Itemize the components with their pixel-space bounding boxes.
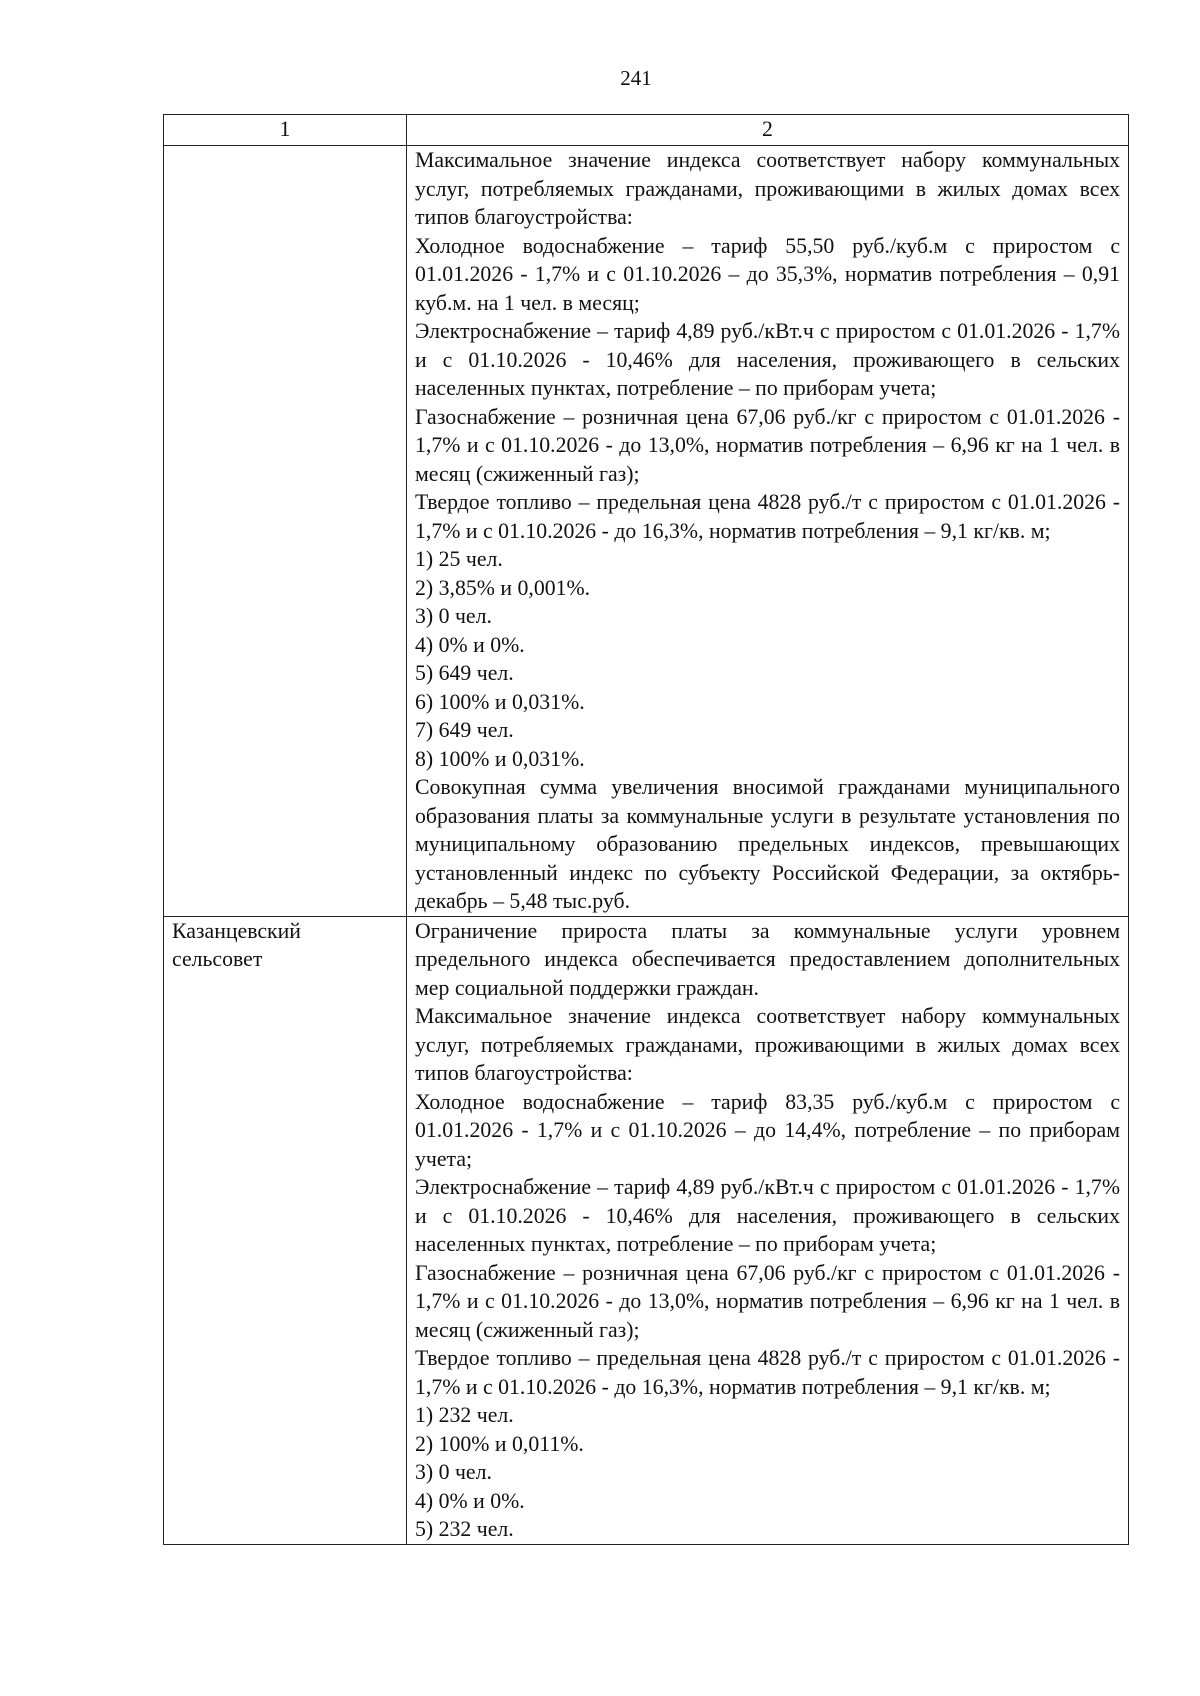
paragraph: Электроснабжение – тариф 4,89 руб./кВт.ч с приростом с 01.01.2026 - 1,7% и с 01.10.2026 - 10,46% для населения, проживающего в сельских населенных пунктах, потребление – по приборам учета; <box>415 319 1120 400</box>
list-item: 4) 0% и 0%. <box>415 632 525 657</box>
list-item: 2) 100% и 0,011%. <box>415 1431 584 1456</box>
list-item: 3) 0 чел. <box>415 1460 492 1484</box>
municipality-name-line: сельсовет <box>172 947 263 971</box>
row-label-cell <box>164 916 407 1544</box>
list-item: 7) 649 чел. <box>415 718 514 742</box>
paragraph: Холодное водоснабжение – тариф 55,50 руб./куб.м с приростом с 01.01.2026 - 1,7% и с 01.10.2026 – до 35,3%, норматив потребления – 0,91 куб.м. на 1 чел. в месяц; <box>415 233 1120 315</box>
list-item: 1) 232 чел. <box>415 1403 514 1427</box>
list-item: 5) 232 чел. <box>415 1517 514 1541</box>
data-table <box>163 114 1129 1545</box>
table-header-row <box>164 115 1129 146</box>
paragraph: Твердое топливо – предельная цена 4828 руб./т с приростом с 01.01.2026 - 1,7% и с 01.10.2026 - до 16,3%, норматив потребления – 9,1 кг/кв. м; <box>415 490 1120 543</box>
column-header-2: 2 <box>407 115 1129 146</box>
paragraph: Холодное водоснабжение – тариф 83,35 руб./куб.м с приростом с 01.01.2026 - 1,7% и с 01.10.2026 – до 14,4%, потребление – по приборам учета; <box>415 1089 1120 1171</box>
list-item: 3) 0 чел. <box>415 604 492 628</box>
table-row <box>164 146 1129 917</box>
row-content-cell <box>407 916 1129 1544</box>
paragraph: Ограничение прироста платы за коммунальные услуги уровнем предельного индекса обеспечивается предоставлением дополнительных мер социальной поддержки граждан. <box>415 918 1120 1000</box>
paragraph: Газоснабжение – розничная цена 67,06 руб./кг с приростом с 01.01.2026 - 1,7% и с 01.10.2026 - до 13,0%, норматив потребления – 6,96 кг на 1 чел. в месяц (сжиженный газ); <box>415 1260 1120 1342</box>
list-item: 8) 100% и 0,031%. <box>415 746 585 771</box>
paragraph: Газоснабжение – розничная цена 67,06 руб./кг с приростом с 01.01.2026 - 1,7% и с 01.10.2026 - до 13,0%, норматив потребления – 6,96 кг на 1 чел. в месяц (сжиженный газ); <box>415 404 1120 486</box>
paragraph: Электроснабжение – тариф 4,89 руб./кВт.ч с приростом с 01.01.2026 - 1,7% и с 01.10.2026 - 10,46% для населения, проживающего в сельских населенных пунктах, потребление – по приборам учета; <box>415 1175 1120 1256</box>
paragraph: Максимальное значение индекса соответствует набору коммунальных услуг, потребляемых гражданами, проживающими в жилых домах всех типов благоустройства: <box>415 148 1120 229</box>
row-content-cell <box>407 146 1129 917</box>
list-item: 1) 25 чел. <box>415 547 503 571</box>
row-label-cell <box>164 146 407 917</box>
list-item: 5) 649 чел. <box>415 661 514 685</box>
paragraph: Максимальное значение индекса соответствует набору коммунальных услуг, потребляемых гражданами, проживающими в жилых домах всех типов благоустройства: <box>415 1004 1120 1085</box>
list-item: 2) 3,85% и 0,001%. <box>415 575 591 600</box>
table-row <box>164 916 1129 1544</box>
column-header-1: 1 <box>164 115 407 146</box>
list-item: 6) 100% и 0,031%. <box>415 689 585 714</box>
closing-paragraph: Совокупная сумма увеличения вносимой гражданами муниципального образования платы за коммунальные услуги в результате установления по муниципальному образованию предельных индексов, превышающих установленный индекс по субъекту Российской Федерации, за октябрь-декабрь – 5,48 тыс.руб. <box>415 775 1120 913</box>
municipality-name-line: Казанцевский <box>172 918 301 943</box>
page-number: 241 <box>620 66 652 90</box>
paragraph: Твердое топливо – предельная цена 4828 руб./т с приростом с 01.01.2026 - 1,7% и с 01.10.2026 - до 16,3%, норматив потребления – 9,1 кг/кв. м; <box>415 1346 1120 1399</box>
list-item: 4) 0% и 0%. <box>415 1488 525 1513</box>
